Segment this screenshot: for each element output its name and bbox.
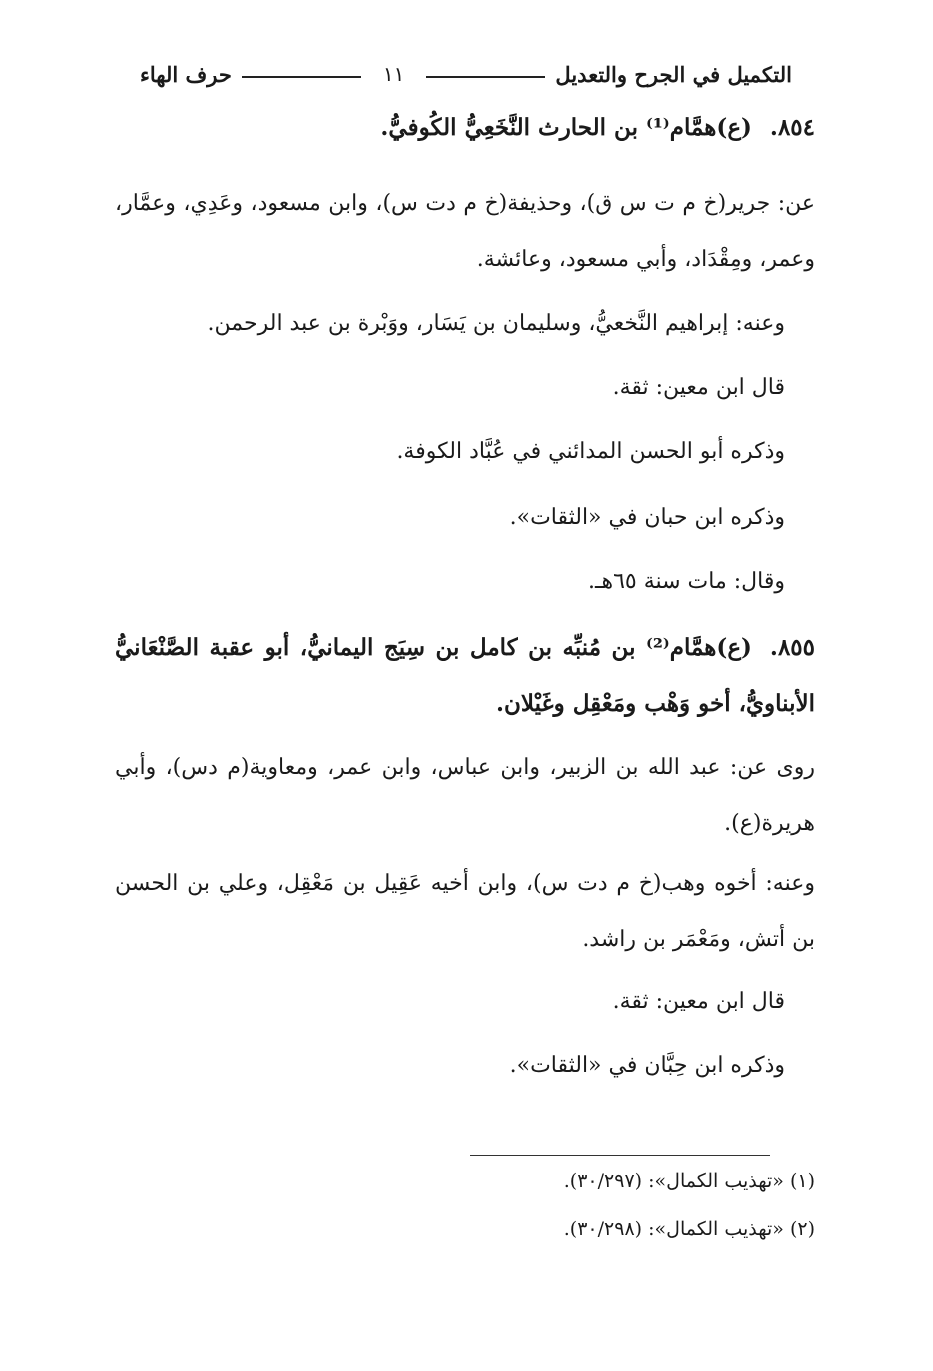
entry-paragraph: وقال: مات سنة ٦٥هـ. bbox=[588, 569, 785, 594]
entry-paragraph: قال ابن معين: ثقة. bbox=[612, 989, 785, 1014]
entry-paragraph: روى عن: عبد الله بن الزبير، وابن عباس، وابن عمر، ومعاوية(م دس)، وأبي هريرة(ع). bbox=[115, 755, 815, 836]
entry-number: ٨٥٤. bbox=[769, 114, 815, 141]
entry-title: (ع)همَّام⁽¹⁾ بن الحارث النَّخَعِيُّ الكُوفيُّ. bbox=[380, 114, 752, 141]
entry-paragraph: وذكره ابن حِبَّان في «الثقات». bbox=[509, 1053, 785, 1078]
book-title: التكميل في الجرح والتعديل bbox=[555, 61, 792, 87]
entry-paragraph: قال ابن معين: ثقة. bbox=[612, 375, 785, 400]
entry-paragraph: وذكره أبو الحسن المدائني في عُبَّاد الكوفة. bbox=[396, 439, 785, 464]
entry-heading bbox=[380, 100, 815, 156]
footnote: (٢) «تهذيب الكمال»: (٣٠/٢٩٨). bbox=[563, 1218, 815, 1240]
header-dash bbox=[242, 76, 361, 78]
entry-number: ٨٥٥. bbox=[769, 634, 815, 661]
entry-title: (ع)همَّام⁽²⁾ بن مُنبِّه بن كامل بن سِيَج اليمانيُّ، أبو عقبة الصَّنْعَانيُّ الأبناويُّ، أخو وَهْب ومَعْقِل وغَيْلان. bbox=[115, 634, 815, 717]
entry-paragraph: عن: جرير(خ م ت س ق)، وحذيفة(خ م دت س)، وابن مسعود، وعَدِي، وعمَّار، وعمر، ومِقْدَاد، وأبي مسعود، وعائشة. bbox=[115, 191, 815, 272]
section-title: حرف الهاء bbox=[140, 61, 232, 87]
page-header bbox=[140, 52, 792, 96]
header-dash bbox=[426, 76, 545, 78]
entry-paragraph: وذكره ابن حبان في «الثقات». bbox=[509, 505, 785, 530]
page-number: ١١ bbox=[382, 62, 405, 86]
footnote: (١) «تهذيب الكمال»: (٣٠/٢٩٧). bbox=[563, 1170, 815, 1192]
entry-paragraph: وعنه: أخوه وهب(خ م دت س)، وابن أخيه عَقِيل بن مَعْقِل، وعلي بن الحسن بن أتش، ومَعْمَر بن راشد. bbox=[115, 871, 815, 952]
entry-heading bbox=[115, 620, 815, 732]
footnote-separator bbox=[470, 1155, 770, 1156]
entry-paragraph: وعنه: إبراهيم النَّخعيُّ، وسليمان بن يَسَار، ووَبْرة بن عبد الرحمن. bbox=[207, 311, 785, 336]
